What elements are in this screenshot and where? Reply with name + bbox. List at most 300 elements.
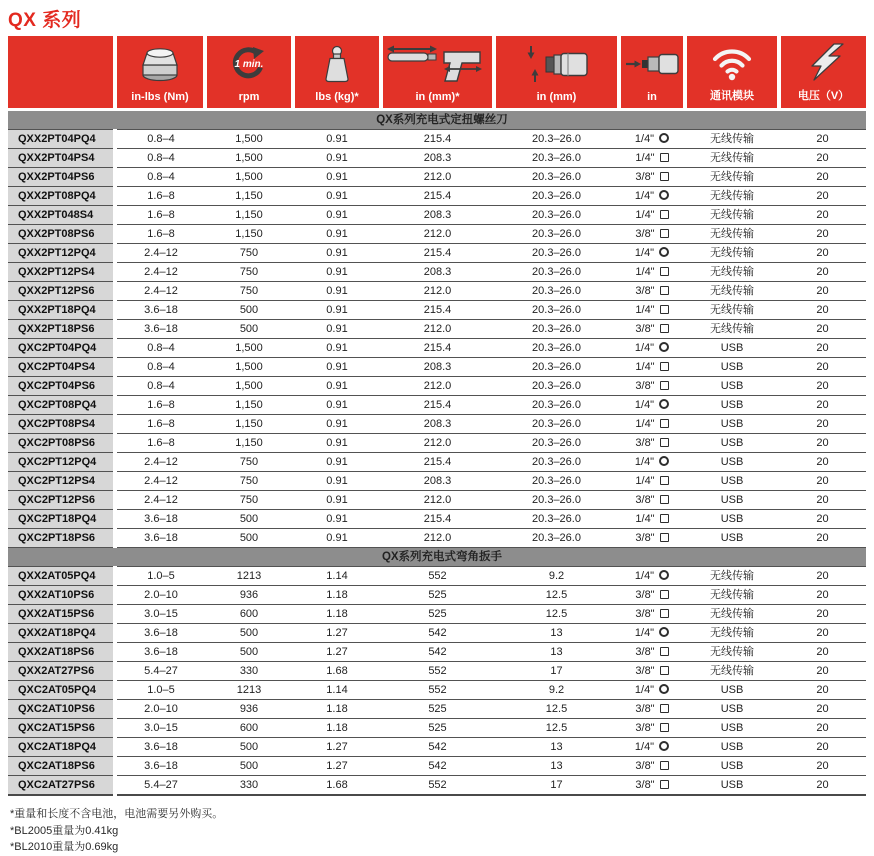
- tool-length-cell: 208.3: [381, 149, 494, 168]
- drive-size-text: 1/4": [634, 247, 655, 259]
- torque-range-cell: 3.6–18: [115, 757, 205, 776]
- free-speed-cell: 500: [205, 643, 293, 662]
- drive-size-cell: [619, 567, 685, 586]
- comm-module-cell: USB: [685, 510, 779, 529]
- comm-module-cell: USB: [685, 396, 779, 415]
- voltage-cell: 20: [779, 700, 866, 719]
- drive-size-cell: [619, 415, 685, 434]
- drive-size-text: 1/4": [635, 304, 655, 316]
- weight-cell: 1.18: [293, 719, 381, 738]
- tool-length-icon: [383, 36, 492, 91]
- table-row: [8, 149, 866, 168]
- spec-table: [8, 36, 866, 796]
- torque-range-cell: 3.6–18: [115, 529, 205, 548]
- torque-range-cell: 1.0–5: [115, 567, 205, 586]
- voltage-cell: 20: [779, 643, 866, 662]
- torque-range-cell: 3.6–18: [115, 643, 205, 662]
- free-speed-cell: 500: [205, 529, 293, 548]
- tool-height-cell: 20.3–26.0: [494, 130, 619, 149]
- drive-size-cell: [619, 149, 685, 168]
- comm-module-cell: USB: [685, 700, 779, 719]
- table-row: [8, 586, 866, 605]
- weight-cell: 0.91: [293, 491, 381, 510]
- torque-range-cell: 0.8–4: [115, 168, 205, 187]
- torque-range-cell: 3.0–15: [115, 719, 205, 738]
- table-row: [8, 662, 866, 681]
- weight-cell: 0.91: [293, 358, 381, 377]
- square-drive-icon: [660, 780, 669, 789]
- torque-range-cell: 2.4–12: [115, 491, 205, 510]
- hex-drive-icon: [659, 133, 669, 143]
- weight-column-header: [293, 36, 381, 110]
- voltage-cell: 20: [779, 377, 866, 396]
- voltage-cell: 20: [779, 187, 866, 206]
- free-speed-cell: 1,150: [205, 187, 293, 206]
- hex-drive-icon: [659, 190, 669, 200]
- model-cell: QXX2AT18PQ4: [8, 624, 115, 643]
- hex-drive-icon: [659, 247, 669, 257]
- tool-height-cell: 20.3–26.0: [494, 301, 619, 320]
- model-cell: QXC2AT18PQ4: [8, 738, 115, 757]
- voltage-cell: 20: [779, 301, 866, 320]
- table-row: [8, 472, 866, 491]
- table-row: [8, 434, 866, 453]
- tool-height-cell: 12.5: [494, 586, 619, 605]
- free-speed-cell: 750: [205, 282, 293, 301]
- voltage-column-header: [779, 36, 866, 110]
- tool-height-cell: 20.3–26.0: [494, 244, 619, 263]
- model-cell: QXX2PT12PS6: [8, 282, 115, 301]
- model-cell: QXX2PT12PS4: [8, 263, 115, 282]
- torque-range-cell: 2.4–12: [115, 282, 205, 301]
- voltage-column-label: 电压（V）: [797, 90, 850, 102]
- free-speed-cell: 1,150: [205, 434, 293, 453]
- tool-height-cell: 17: [494, 662, 619, 681]
- tool-height-cell: 20.3–26.0: [494, 187, 619, 206]
- table-row: [8, 282, 866, 301]
- drive-size-text: 3/8": [635, 703, 655, 715]
- comm-module-cell: 无线传输: [685, 168, 779, 187]
- hex-drive-icon: [659, 342, 669, 352]
- section-header-row: [8, 110, 866, 130]
- drive-chuck-icon: [621, 36, 683, 91]
- tool-length-cell: 552: [381, 567, 494, 586]
- drive-size-cell: [619, 225, 685, 244]
- table-row: [8, 339, 866, 358]
- drive-size-cell: [619, 130, 685, 149]
- weight-cell: 0.91: [293, 282, 381, 301]
- torque-range-cell: 2.4–12: [115, 472, 205, 491]
- drive-size-text: 3/8": [635, 646, 655, 658]
- weight-cell: 1.27: [293, 738, 381, 757]
- torque-range-cell: 2.4–12: [115, 453, 205, 472]
- table-row: [8, 206, 866, 225]
- square-drive-icon: [660, 704, 669, 713]
- voltage-cell: 20: [779, 415, 866, 434]
- comm-module-cell: USB: [685, 529, 779, 548]
- table-row: [8, 225, 866, 244]
- model-cell: QXC2AT15PS6: [8, 719, 115, 738]
- torque-range-cell: 0.8–4: [115, 130, 205, 149]
- tool-length-cell: 212.0: [381, 491, 494, 510]
- drive-size-text: 1/4": [634, 399, 655, 411]
- square-drive-icon: [660, 609, 669, 618]
- drive-size-text: 3/8": [635, 779, 655, 791]
- voltage-cell: 20: [779, 282, 866, 301]
- drive-size-cell: [619, 244, 685, 263]
- drive-size-text: 3/8": [635, 722, 655, 734]
- drive-size-cell: [619, 776, 685, 796]
- comm-module-cell: 无线传输: [685, 130, 779, 149]
- model-cell: QXX2AT05PQ4: [8, 567, 115, 586]
- free-speed-cell: 750: [205, 491, 293, 510]
- free-speed-cell: 330: [205, 776, 293, 796]
- torque-range-cell: 3.0–15: [115, 605, 205, 624]
- weight-cell: 1.18: [293, 700, 381, 719]
- voltage-cell: 20: [779, 339, 866, 358]
- voltage-cell: 20: [779, 472, 866, 491]
- comm-module-cell: 无线传输: [685, 301, 779, 320]
- drive-size-cell: [619, 719, 685, 738]
- tool-height-cell: 9.2: [494, 567, 619, 586]
- square-drive-icon: [660, 267, 669, 276]
- torque-range-cell: 0.8–4: [115, 377, 205, 396]
- free-speed-cell: 1,150: [205, 206, 293, 225]
- drive-size-text: 1/4": [635, 209, 655, 221]
- weight-cell: 0.91: [293, 320, 381, 339]
- table-row: [8, 491, 866, 510]
- weight-cell: 1.68: [293, 662, 381, 681]
- weight-cell: 0.91: [293, 434, 381, 453]
- table-row: [8, 244, 866, 263]
- comm-module-cell: 无线传输: [685, 149, 779, 168]
- drive-size-cell: [619, 339, 685, 358]
- model-cell: QXX2PT18PS6: [8, 320, 115, 339]
- speed-column-label: rpm: [238, 91, 260, 103]
- comm-module-cell: USB: [685, 377, 779, 396]
- model-cell: QXX2PT04PS4: [8, 149, 115, 168]
- tool-length-cell: 542: [381, 643, 494, 662]
- rpm-icon: [207, 36, 291, 91]
- footnote-bl2005: *BL2005重量为0.41kg: [10, 824, 119, 837]
- weight-cell: 1.68: [293, 776, 381, 796]
- comm-module-cell: USB: [685, 776, 779, 796]
- table-row: [8, 529, 866, 548]
- tool-height-cell: 20.3–26.0: [494, 149, 619, 168]
- drive-size-cell: [619, 491, 685, 510]
- comm-module-cell: 无线传输: [685, 586, 779, 605]
- voltage-cell: 20: [779, 396, 866, 415]
- weight-cell: 1.18: [293, 605, 381, 624]
- weight-column-label: lbs (kg)*: [315, 91, 359, 103]
- drive-size-text: 3/8": [635, 323, 655, 335]
- drive-size-text: 1/4": [634, 342, 655, 354]
- table-row: [8, 168, 866, 187]
- comm-module-cell: USB: [685, 453, 779, 472]
- comm-module-cell: USB: [685, 415, 779, 434]
- model-cell: QXC2AT05PQ4: [8, 681, 115, 700]
- model-cell: QXX2PT18PQ4: [8, 301, 115, 320]
- weight-cell: 0.91: [293, 510, 381, 529]
- tool-height-cell: 20.3–26.0: [494, 263, 619, 282]
- torque-column-label: in-lbs (Nm): [131, 91, 189, 103]
- drive-size-cell: [619, 624, 685, 643]
- height-column-header: [494, 36, 619, 110]
- voltage-cell: 20: [779, 624, 866, 643]
- drive-size-cell: [619, 434, 685, 453]
- torque-range-cell: 1.6–8: [115, 415, 205, 434]
- table-row: [8, 719, 866, 738]
- comm-module-cell: 无线传输: [685, 605, 779, 624]
- hex-drive-icon: [659, 684, 669, 694]
- drive-size-cell: [619, 700, 685, 719]
- torque-range-cell: 1.6–8: [115, 206, 205, 225]
- weight-cell: 0.91: [293, 472, 381, 491]
- square-drive-icon: [660, 533, 669, 542]
- drive-size-text: 1/4": [634, 570, 655, 582]
- page-title: QX 系列: [8, 10, 82, 31]
- tool-height-cell: 20.3–26.0: [494, 225, 619, 244]
- square-drive-icon: [660, 286, 669, 295]
- weight-cell: 0.91: [293, 168, 381, 187]
- voltage-cell: 20: [779, 567, 866, 586]
- voltage-cell: 20: [779, 776, 866, 796]
- comm-module-cell: 无线传输: [685, 263, 779, 282]
- drive-size-cell: [619, 681, 685, 700]
- free-speed-cell: 330: [205, 662, 293, 681]
- table-row: [8, 681, 866, 700]
- drive-column-label: in: [647, 91, 657, 103]
- table-row: [8, 738, 866, 757]
- drive-size-text: 3/8": [635, 665, 655, 677]
- weight-cell: 1.14: [293, 567, 381, 586]
- comm-module-cell: USB: [685, 339, 779, 358]
- torque-range-cell: 3.6–18: [115, 738, 205, 757]
- voltage-cell: 20: [779, 738, 866, 757]
- tool-length-cell: 552: [381, 776, 494, 796]
- tool-length-cell: 208.3: [381, 472, 494, 491]
- length-column-label: in (mm)*: [415, 91, 460, 103]
- voltage-cell: 20: [779, 453, 866, 472]
- drive-size-text: 3/8": [635, 437, 655, 449]
- model-cell: QXX2AT10PS6: [8, 586, 115, 605]
- section-title: QX系列充电式定扭螺丝刀: [8, 110, 866, 130]
- voltage-cell: 20: [779, 491, 866, 510]
- comm-module-cell: 无线传输: [685, 244, 779, 263]
- voltage-cell: 20: [779, 586, 866, 605]
- voltage-cell: 20: [779, 130, 866, 149]
- drive-size-text: 1/4": [635, 266, 655, 278]
- tool-height-cell: 20.3–26.0: [494, 529, 619, 548]
- free-speed-cell: 1213: [205, 681, 293, 700]
- comm-column-header: [685, 36, 779, 110]
- tool-length-cell: 212.0: [381, 377, 494, 396]
- model-cell: QXX2AT15PS6: [8, 605, 115, 624]
- table-row: [8, 187, 866, 206]
- voltage-cell: 20: [779, 605, 866, 624]
- comm-module-cell: 无线传输: [685, 206, 779, 225]
- square-drive-icon: [660, 666, 669, 675]
- tool-height-cell: 20.3–26.0: [494, 434, 619, 453]
- model-cell: QXC2AT27PS6: [8, 776, 115, 796]
- table-row: [8, 358, 866, 377]
- drive-size-text: 1/4": [634, 684, 655, 696]
- tool-height-cell: 9.2: [494, 681, 619, 700]
- free-speed-cell: 500: [205, 320, 293, 339]
- model-cell: QXX2PT12PQ4: [8, 244, 115, 263]
- drive-size-text: 1/4": [635, 418, 655, 430]
- table-row: [8, 263, 866, 282]
- square-drive-icon: [660, 476, 669, 485]
- tool-length-cell: 208.3: [381, 263, 494, 282]
- drive-size-cell: [619, 605, 685, 624]
- table-row: [8, 301, 866, 320]
- free-speed-cell: 1,500: [205, 130, 293, 149]
- model-cell: QXC2PT08PS4: [8, 415, 115, 434]
- free-speed-cell: 1,500: [205, 149, 293, 168]
- comm-module-cell: USB: [685, 358, 779, 377]
- tool-length-cell: 212.0: [381, 320, 494, 339]
- tool-length-cell: 215.4: [381, 244, 494, 263]
- free-speed-cell: 1,150: [205, 225, 293, 244]
- tool-height-cell: 12.5: [494, 719, 619, 738]
- tool-height-cell: 12.5: [494, 605, 619, 624]
- weight-cell: 1.27: [293, 643, 381, 662]
- drive-size-text: 3/8": [635, 228, 655, 240]
- tool-height-cell: 12.5: [494, 700, 619, 719]
- model-cell: QXC2AT10PS6: [8, 700, 115, 719]
- weight-cell: 0.91: [293, 206, 381, 225]
- drive-size-text: 3/8": [635, 171, 655, 183]
- drive-size-cell: [619, 168, 685, 187]
- comm-module-cell: 无线传输: [685, 662, 779, 681]
- tool-height-cell: 20.3–26.0: [494, 472, 619, 491]
- free-speed-cell: 1,500: [205, 168, 293, 187]
- comm-module-cell: USB: [685, 472, 779, 491]
- weight-cell: 1.27: [293, 757, 381, 776]
- tool-height-cell: 13: [494, 757, 619, 776]
- comm-module-cell: USB: [685, 757, 779, 776]
- tool-height-cell: 20.3–26.0: [494, 339, 619, 358]
- hex-drive-icon: [659, 627, 669, 637]
- voltage-cell: 20: [779, 320, 866, 339]
- tool-length-cell: 215.4: [381, 510, 494, 529]
- length-column-header: [381, 36, 494, 110]
- drive-size-text: 1/4": [635, 475, 655, 487]
- drive-size-text: 1/4": [635, 361, 655, 373]
- model-cell: QXX2PT08PQ4: [8, 187, 115, 206]
- tool-length-cell: 208.3: [381, 415, 494, 434]
- torque-range-cell: 0.8–4: [115, 339, 205, 358]
- drive-size-text: 1/4": [634, 741, 655, 753]
- comm-module-cell: 无线传输: [685, 282, 779, 301]
- torque-range-cell: 2.4–12: [115, 244, 205, 263]
- tool-height-cell: 13: [494, 643, 619, 662]
- free-speed-cell: 500: [205, 510, 293, 529]
- tool-length-cell: 215.4: [381, 453, 494, 472]
- model-cell: QXX2PT048S4: [8, 206, 115, 225]
- drive-size-text: 1/4": [635, 513, 655, 525]
- weight-cell: 0.91: [293, 149, 381, 168]
- drive-size-text: 1/4": [635, 152, 655, 164]
- drive-size-cell: [619, 472, 685, 491]
- comm-module-cell: USB: [685, 491, 779, 510]
- tool-length-cell: 552: [381, 662, 494, 681]
- square-drive-icon: [660, 723, 669, 732]
- tool-length-cell: 208.3: [381, 206, 494, 225]
- weight-cell: 0.91: [293, 339, 381, 358]
- hex-drive-icon: [659, 570, 669, 580]
- torque-range-cell: 1.6–8: [115, 396, 205, 415]
- tool-height-cell: 20.3–26.0: [494, 282, 619, 301]
- weight-cell: 0.91: [293, 244, 381, 263]
- weight-cell: 1.27: [293, 624, 381, 643]
- voltage-cell: 20: [779, 757, 866, 776]
- drive-size-cell: [619, 662, 685, 681]
- tool-height-cell: 20.3–26.0: [494, 377, 619, 396]
- tool-length-cell: 525: [381, 700, 494, 719]
- comm-module-cell: 无线传输: [685, 225, 779, 244]
- model-cell: QXC2PT12PS4: [8, 472, 115, 491]
- square-drive-icon: [660, 495, 669, 504]
- free-speed-cell: 750: [205, 263, 293, 282]
- drive-size-text: 3/8": [635, 494, 655, 506]
- tool-length-cell: 542: [381, 738, 494, 757]
- drive-size-cell: [619, 206, 685, 225]
- torque-range-cell: 3.6–18: [115, 301, 205, 320]
- tool-length-cell: 215.4: [381, 130, 494, 149]
- free-speed-cell: 1,500: [205, 339, 293, 358]
- tool-length-cell: 212.0: [381, 434, 494, 453]
- hex-drive-icon: [659, 741, 669, 751]
- model-cell: QXC2AT18PS6: [8, 757, 115, 776]
- free-speed-cell: 1,150: [205, 415, 293, 434]
- voltage-cell: 20: [779, 662, 866, 681]
- free-speed-cell: 600: [205, 605, 293, 624]
- torque-range-cell: 1.0–5: [115, 681, 205, 700]
- model-column-header: [8, 36, 115, 110]
- drive-size-text: 1/4": [634, 190, 655, 202]
- free-speed-cell: 1,500: [205, 377, 293, 396]
- table-row: [8, 643, 866, 662]
- voltage-cell: 20: [779, 719, 866, 738]
- square-drive-icon: [660, 229, 669, 238]
- torque-range-cell: 5.4–27: [115, 776, 205, 796]
- torque-range-cell: 5.4–27: [115, 662, 205, 681]
- tool-length-cell: 215.4: [381, 301, 494, 320]
- weight-cell: 0.91: [293, 263, 381, 282]
- tool-height-cell: 20.3–26.0: [494, 510, 619, 529]
- drive-size-text: 3/8": [635, 608, 655, 620]
- model-cell: QXC2PT12PS6: [8, 491, 115, 510]
- free-speed-cell: 1,500: [205, 358, 293, 377]
- model-cell: QXX2AT18PS6: [8, 643, 115, 662]
- tool-height-icon: [496, 36, 617, 91]
- weight-cell: 0.91: [293, 377, 381, 396]
- free-speed-cell: 936: [205, 700, 293, 719]
- drive-size-cell: [619, 396, 685, 415]
- tool-height-cell: 20.3–26.0: [494, 168, 619, 187]
- tool-height-cell: 13: [494, 738, 619, 757]
- drive-size-cell: [619, 529, 685, 548]
- voltage-cell: 20: [779, 510, 866, 529]
- free-speed-cell: 750: [205, 453, 293, 472]
- voltage-cell: 20: [779, 225, 866, 244]
- weight-cell: 1.18: [293, 586, 381, 605]
- square-drive-icon: [660, 761, 669, 770]
- voltage-cell: 20: [779, 149, 866, 168]
- free-speed-cell: 750: [205, 472, 293, 491]
